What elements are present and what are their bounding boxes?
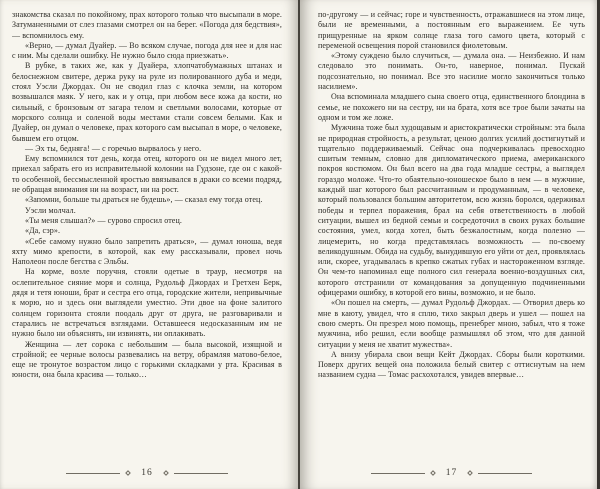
- right-page-footer: [318, 461, 585, 485]
- paragraph: «Этому суждено было случиться, — думала она. — Неизбежно. И нам следовало это понимать. Он-то, наверное, понимал. Пускай подсознательно, но понимал. Все это насилие могло закончиться только насилием».: [318, 51, 585, 92]
- left-page-footer: [12, 461, 282, 485]
- left-page-number: 16: [141, 468, 153, 478]
- footer-rule-right: [174, 473, 228, 474]
- paragraph: «Да, сэр».: [25, 226, 61, 236]
- diamond-ornament-icon: [163, 470, 169, 476]
- paragraph: «Себе самому нужно было запретить драться», — думал юноша, ведя яхту мимо крепости, в которой, как ему рассказывали, провел ночь Наполеон после бегства с Эльбы.: [12, 236, 282, 267]
- footer-rule-left: [66, 473, 120, 474]
- footer-rule-right: [478, 473, 532, 474]
- paragraph: Мужчина тоже был худощавым и аристократически стройным: эта была не природная стройность, а результат, ценою долгих усилий достигнутый и тщательно поддерживаемый. Сейчас она подчеркивалась превосходно сшитым темным, словно для дипломатического приема, американского покроя костюмом. Он был всего на два года младше сестры, а выглядел гораздо моложе. Что-то обаятельно-юношеское было в нем — в мужчине, каждый шаг которого был рассчитанным и продуманным, — в человеке, который пользовался большим авторитетом, всю жизнь боролся, одерживал победы и терпел поражения, брал на себя ответственность в любой ситуации, вышел из бедной семьи и сосредоточил в своих руках большие состояния, умел, когда хотел, быть безжалостным, когда полезно — лицемерить, но когда представлялась возможность — по-своему великодушным. Обида на судьбу, вынудившую его уйти от дел, проявлялась или, скорее, угадывалась в крепко сжатых губах и настороженном взгляде. Он чем-то напоминал еще полного сил генерала военно-воздушных сил, которого отстранили от командования за допущенную подчиненными офицерами ошибку, в которой его вины, возможно, и не было.: [318, 123, 585, 298]
- paragraph: — Эх ты, бедняга! — с горечью вырвалось у него.: [25, 143, 202, 153]
- paragraph: Уэсли молчал.: [25, 205, 76, 215]
- right-page-text: [318, 10, 585, 461]
- paragraph: В рубке, в таких же, как у Дуайера, хлопчатобумажных штанах и белоснежном свитере, держа руку на руле из полированного дуба и меди, стоял Уэсли Джордах. Он не сводил глаз с клочка земли, на котором возвышался маяк. У него, как и у отца, при любом весе кожа да кости, но сильный, с бронзовым от загара телом и светлыми волосами, которые от морского солнца и соленой воды местами стали совсем белыми. Как и Дуайер, он думал о человеке, прах которого сам высыпал в море, о человеке, бывшем его отцом.: [12, 61, 282, 143]
- paragraph: «Верно, — думал Дуайер. — Во всяком случае, погода для нее и для нас с ним. Мы сделали ошибку. Не нужно было сюда приезжать».: [12, 40, 282, 61]
- paragraph: «Запомни, больше ты драться не будешь», — сказал ему тогда отец.: [25, 195, 263, 205]
- diamond-ornament-icon: [430, 470, 436, 476]
- right-page-number: 17: [445, 468, 458, 478]
- paragraph: знакомства сказал по покойному, прах которого только что высыпали в море. Затуманенными от слез глазами смотрел он на берег. «Погода для бедствия», — вспомнилось ему.: [12, 10, 282, 40]
- paragraph: «Он пошел на смерть, — думал Рудольф Джордах. — Отворил дверь ко мне в каюту, увидел, что я сплю, тихо закрыл дверь и ушел — пошел на свою смерть. Он презрел мою помощь, пренебрег мною, забыл, что я тоже мужчина, ибо решил, если вообще размышлял об этом, что для данной ситуации у меня не хватит мужества».: [318, 298, 585, 349]
- diamond-ornament-icon: [467, 470, 473, 476]
- diamond-ornament-icon: [125, 470, 131, 476]
- paragraph: «Ты меня слышал?» — сурово спросил отец.: [25, 215, 182, 225]
- paragraph: по-другому — и сейчас; горе и чувственность, отражавшиеся на этом лице, были не временными, а постоянным его выражением. Ее чуть прищуренные на ярком солнце глаза того самого цвета, который с переменой освещения порой становился фиолетовым.: [318, 10, 585, 50]
- paragraph: А внизу убирала свои вещи Кейт Джордах. Сборы были короткими. Поверх других вещей она положила белый свитер с оттиснутым на нем названием судна — Томас расхохотался, увидев впервые…: [318, 349, 585, 380]
- footer-rule-left: [371, 473, 425, 474]
- left-page-text: [12, 10, 282, 461]
- paragraph: Она вспоминала младшего сына своего отца, единственного блондина в семье, не похожего ни на сестру, ни на брата, хотя все трое были зачаты на одном и том же ложе.: [318, 92, 585, 122]
- paragraph: Женщина — лет сорока с небольшим — была высокой, изящной и стройной; ее черные волосы развевались на ветру, обрамляя матово-белое, еще не тронутое возрастом лицо с горькими складками у рта. Красивая в юности, она была красива — только…: [12, 339, 282, 380]
- paragraph: Ему вспомнился тот день, когда отец, которого он не видел много лет, приехал забрать его из исправительной колонии на Гудзоне, где он с какой-то особенной, бессмысленной яростью ввязывался в драки со всеми подряд, не обращая внимания ни на возраст, ни на рост.: [12, 154, 282, 195]
- right-page: [300, 0, 600, 489]
- paragraph: На корме, возле поручня, стояли одетые в траур, несмотря на ослепительное сияние моря и солнца, Рудольф Джордах и Гретхен Берк, дядя и тетя юноши, брат и сестра его отца, городские жители, непривычные к морю, но и здесь они выглядели уместно. Эти двое на фоне залитого солнцем горизонта стояли поодаль друг от друга, не разговаривали и старались не встречаться взглядами. Оставшееся недосказанным им не нужно было ни объяснять, ни извинять, ни оплакивать.: [12, 267, 282, 339]
